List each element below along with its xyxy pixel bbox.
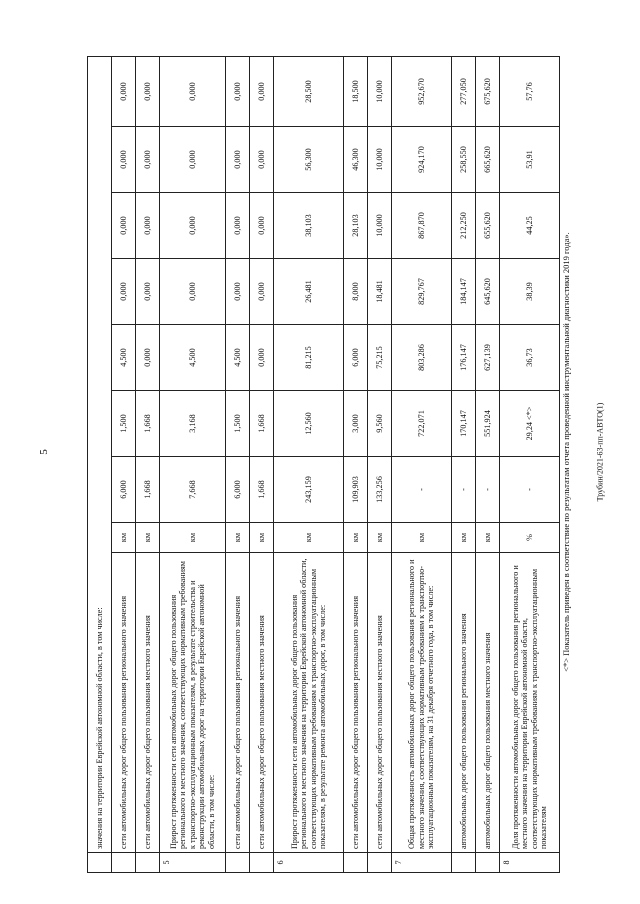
row-description: сети автомобильных дорог общего пользования местного значения <box>136 553 160 853</box>
value-cell: 56,300 <box>274 127 344 193</box>
value-cell: 0,000 <box>160 127 226 193</box>
value-cell: 0,000 <box>136 259 160 325</box>
table-row <box>250 56 274 872</box>
table-row <box>500 56 560 872</box>
value-cell: 1,668 <box>136 391 160 457</box>
value-cell: 3,000 <box>344 391 368 457</box>
value-cell: 4,500 <box>226 325 250 391</box>
value-cell: 0,000 <box>160 259 226 325</box>
row-description: Доля протяженности автомобильных дорог общего пользования регионального и местного значения на территории Еврейской автономной области, соответствующих нормативным требованиям к транспортно-эксплуатационным показателям <box>500 553 560 853</box>
row-number <box>344 853 368 873</box>
value-cell: 57,76 <box>500 56 560 126</box>
value-cell: 38,39 <box>500 259 560 325</box>
value-cell: 28,500 <box>274 56 344 126</box>
table-row <box>476 56 500 872</box>
value-cell: 0,000 <box>136 193 160 259</box>
row-unit: км <box>136 523 160 553</box>
table-row <box>112 56 136 872</box>
value-cell: 0,000 <box>250 127 274 193</box>
value-cell: 277,050 <box>452 56 476 126</box>
value-cell: 0,000 <box>250 325 274 391</box>
value-cell: 29,24 <*> <box>500 391 560 457</box>
table-row <box>392 56 452 872</box>
value-cell: 0,000 <box>112 56 136 126</box>
value-cell: 722,071 <box>392 391 452 457</box>
value-cell: - <box>392 457 452 523</box>
row-description: сети автомобильных дорог общего пользования местного значения <box>250 553 274 853</box>
value-cell: 53,91 <box>500 127 560 193</box>
value-cell: 46,300 <box>344 127 368 193</box>
value-cell: 9,560 <box>368 391 392 457</box>
value-cell: 3,168 <box>160 391 226 457</box>
value-cell: 0,000 <box>136 127 160 193</box>
row-number <box>368 853 392 873</box>
row-unit: км <box>368 523 392 553</box>
value-cell: 243,159 <box>274 457 344 523</box>
value-cell: 1,500 <box>226 391 250 457</box>
document-code: Трубин/2021-63-пп-АВТО(1) <box>595 402 605 502</box>
value-cell: 0,000 <box>250 259 274 325</box>
value-cell: 0,000 <box>160 56 226 126</box>
value-cell: 627,139 <box>476 325 500 391</box>
value-cell: 1,668 <box>136 457 160 523</box>
value-cell: 0,000 <box>226 259 250 325</box>
value-cell: - <box>476 457 500 523</box>
table-body <box>88 56 560 872</box>
value-cell: 952,670 <box>392 56 452 126</box>
value-cell: 44,25 <box>500 193 560 259</box>
row-unit: % <box>500 523 560 553</box>
value-cell: 803,286 <box>392 325 452 391</box>
value-cell: 0,000 <box>226 193 250 259</box>
row-description: сети автомобильных дорог общего пользования регионального значения <box>226 553 250 853</box>
value-cell: 184,147 <box>452 259 476 325</box>
value-cell: 829,767 <box>392 259 452 325</box>
value-cell: 867,870 <box>392 193 452 259</box>
value-cell: 665,620 <box>476 127 500 193</box>
value-cell: 924,170 <box>392 127 452 193</box>
table-row <box>226 56 250 872</box>
row-number <box>452 853 476 873</box>
footnote: <*> Показатель приведен в соответствие по результатам отчета проведенной инструментальной диагностики 2019 года». <box>561 232 571 672</box>
value-cell: 258,550 <box>452 127 476 193</box>
value-cell: 10,000 <box>368 127 392 193</box>
table-row <box>274 56 344 872</box>
row-unit: км <box>250 523 274 553</box>
value-cell: 26,481 <box>274 259 344 325</box>
value-cell: 18,481 <box>368 259 392 325</box>
row-unit: км <box>344 523 368 553</box>
value-cell: 6,000 <box>226 457 250 523</box>
row-description: автомобильных дорог общего пользования регионального значения <box>452 553 476 853</box>
value-cell: 0,000 <box>250 56 274 126</box>
value-cell: 12,560 <box>274 391 344 457</box>
value-cell: 28,103 <box>344 193 368 259</box>
value-cell: 0,000 <box>112 127 136 193</box>
row-description: сети автомобильных дорог общего пользования регионального значения <box>112 553 136 853</box>
value-cell: 645,620 <box>476 259 500 325</box>
row-number: 6 <box>274 853 344 873</box>
value-cell: 0,000 <box>226 127 250 193</box>
value-cell: 1,668 <box>250 391 274 457</box>
value-cell: 6,000 <box>344 325 368 391</box>
value-cell: 675,620 <box>476 56 500 126</box>
value-cell: 8,000 <box>344 259 368 325</box>
value-cell: 109,903 <box>344 457 368 523</box>
row-description: значения на территории Еврейской автономной области, в том числе: <box>88 56 112 852</box>
value-cell: 551,924 <box>476 391 500 457</box>
value-cell: 10,000 <box>368 56 392 126</box>
table-row <box>160 56 226 872</box>
value-cell: 133,256 <box>368 457 392 523</box>
value-cell: 0,000 <box>112 259 136 325</box>
value-cell: - <box>452 457 476 523</box>
row-description: сети автомобильных дорог общего пользования местного значения <box>368 553 392 853</box>
row-number <box>112 853 136 873</box>
row-number <box>476 853 500 873</box>
row-number <box>250 853 274 873</box>
table-row <box>368 56 392 872</box>
value-cell: 7,668 <box>160 457 226 523</box>
value-cell: 38,103 <box>274 193 344 259</box>
row-number: 8 <box>500 853 560 873</box>
value-cell: 10,000 <box>368 193 392 259</box>
row-description: Прирост протяженности сети автомобильных дорог общего пользования регионального и местного значения, соответствующих нормативным требованиям к транспортно-эксплуатационным показателям, в результате строительства и реконструкции автомобильных дорог на территории Еврейской автономной области, в том числе: <box>160 553 226 853</box>
row-description: Общая протяженность автомобильных дорог общего пользования регионального и местного значения, соответствующих нормативным требованиям к транспортно-эксплуатационным показателям, на 31 декабря отчетного года, в том числе: <box>392 553 452 853</box>
row-description: Прирост протяженности сети автомобильных дорог общего пользования регионального и местного значения на территории Еврейской автономной области, соответствующих нормативным требованиям к транспортно-эксплуатационным показателям, в результате ремонта автомобильных дорог, в том числе: <box>274 553 344 853</box>
value-cell: 0,000 <box>136 56 160 126</box>
row-unit: км <box>112 523 136 553</box>
value-cell: 4,500 <box>160 325 226 391</box>
value-cell: 212,250 <box>452 193 476 259</box>
row-number <box>226 853 250 873</box>
value-cell: 655,620 <box>476 193 500 259</box>
row-number <box>88 853 112 873</box>
indicators-table-wrapper <box>87 57 557 873</box>
value-cell: 4,500 <box>112 325 136 391</box>
value-cell: 0,000 <box>250 193 274 259</box>
value-cell: 75,215 <box>368 325 392 391</box>
value-cell: 1,668 <box>250 457 274 523</box>
row-number: 7 <box>392 853 452 873</box>
value-cell: 176,147 <box>452 325 476 391</box>
table-row <box>136 56 160 872</box>
page-number: 5 <box>38 449 50 455</box>
value-cell: 0,000 <box>160 193 226 259</box>
table-row <box>452 56 476 872</box>
value-cell: 0,000 <box>226 56 250 126</box>
table-row <box>88 56 112 872</box>
value-cell: 36,73 <box>500 325 560 391</box>
row-description: автомобильных дорог общего пользования местного значения <box>476 553 500 853</box>
value-cell: - <box>500 457 560 523</box>
row-unit: км <box>274 523 344 553</box>
row-unit: км <box>160 523 226 553</box>
row-unit: км <box>452 523 476 553</box>
value-cell: 0,000 <box>112 193 136 259</box>
value-cell: 81,215 <box>274 325 344 391</box>
indicators-table <box>87 56 560 873</box>
row-unit: км <box>392 523 452 553</box>
value-cell: 170,147 <box>452 391 476 457</box>
table-row <box>344 56 368 872</box>
row-number: 5 <box>160 853 226 873</box>
value-cell: 0,000 <box>136 325 160 391</box>
value-cell: 1,500 <box>112 391 136 457</box>
value-cell: 6,000 <box>112 457 136 523</box>
value-cell: 18,500 <box>344 56 368 126</box>
row-unit: км <box>226 523 250 553</box>
row-unit: км <box>476 523 500 553</box>
row-description: сети автомобильных дорог общего пользования регионального значения <box>344 553 368 853</box>
row-number <box>136 853 160 873</box>
